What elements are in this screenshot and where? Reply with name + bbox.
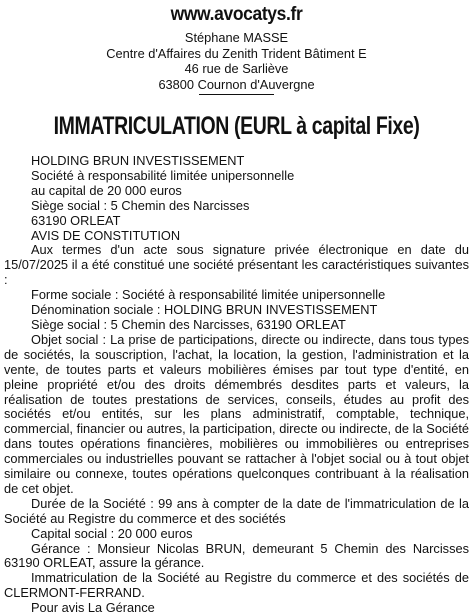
- address-line: Stéphane MASSE: [184, 30, 289, 45]
- company-line: AVIS DE CONSTITUTION: [31, 227, 181, 243]
- header-divider: [199, 94, 274, 95]
- company-line: HOLDING BRUN INVESTISSEMENT: [31, 153, 245, 168]
- immatriculation-paragraph: Immatriculation de la Société au Registre du commerce et des sociétés de CLERMONT-FERRAND.: [4, 570, 469, 601]
- notice-title: IMMATRICULATION (EURL à capital Fixe): [53, 112, 420, 140]
- lawyer-address: [0, 30, 473, 92]
- address-line: 46 rue de Sarliève: [184, 61, 289, 76]
- gerance-paragraph: Gérance : Monsieur Nicolas BRUN, demeurant 5 Chemin des Narcisses 63190 ORLEAT, assure la gérance.: [4, 540, 469, 571]
- notice-header: [0, 2, 473, 141]
- intro-paragraph: Aux termes d'un acte sous signature privée électronique en date du 15/07/2025 il a été constitué une société présentant les caractéristiques suivantes :: [4, 242, 469, 288]
- notice-body: [4, 154, 469, 616]
- closing-line: Pour avis La Gérance: [31, 600, 155, 616]
- company-line: Siège social : 5 Chemin des Narcisses: [31, 197, 250, 213]
- company-line: Société à responsabilité limitée unipersonnelle: [31, 167, 295, 183]
- company-line: 63190 ORLEAT: [31, 212, 121, 228]
- address-line: 63800 Cournon d'Auvergne: [158, 76, 315, 92]
- objet-paragraph: Objet social : La prise de participations, directe ou indirecte, dans tous types de sociétés, la souscription, l'achat, la location, la gestion, l'administration et la vente, de toutes parts et valeurs mobilières émises par tout type d'entité, en pleine propriété et/ou des droits démembrés desdites parts et valeurs, la réalisation de toutes prestations de services, conseils, études au profit des sociétés et/ou entités, sur les plans administratif, comptable, technique, commercial, financier ou autres, la participation, directe ou indirecte, de la Société dans toutes opérations financières, mobilières ou immobilières ou entreprises commerciales ou industrielles pouvant se rattacher à l'objet social ou à tout objet similaire ou connexe, toutes opérations quelconques contribuant à la réalisation de cet objet.: [4, 331, 469, 496]
- capital-line: Capital social : 20 000 euros: [31, 525, 193, 541]
- detail-line: Dénomination sociale : HOLDING BRUN INVESTISSEMENT: [31, 302, 378, 318]
- address-line: Centre d'Affaires du Zenith Trident Bâtiment E: [106, 45, 367, 61]
- duree-paragraph: Durée de la Société : 99 ans à compter de la date de l'immatriculation de la Société au Registre du commerce et des sociétés: [4, 495, 469, 526]
- detail-line: Siège social : 5 Chemin des Narcisses, 63190 ORLEAT: [31, 316, 346, 332]
- legal-notice-page: [0, 2, 473, 616]
- detail-line: Forme sociale : Société à responsabilité limitée unipersonnelle: [31, 287, 386, 303]
- site-url: www.avocatys.fr: [170, 4, 303, 25]
- company-line: au capital de 20 000 euros: [31, 182, 182, 198]
